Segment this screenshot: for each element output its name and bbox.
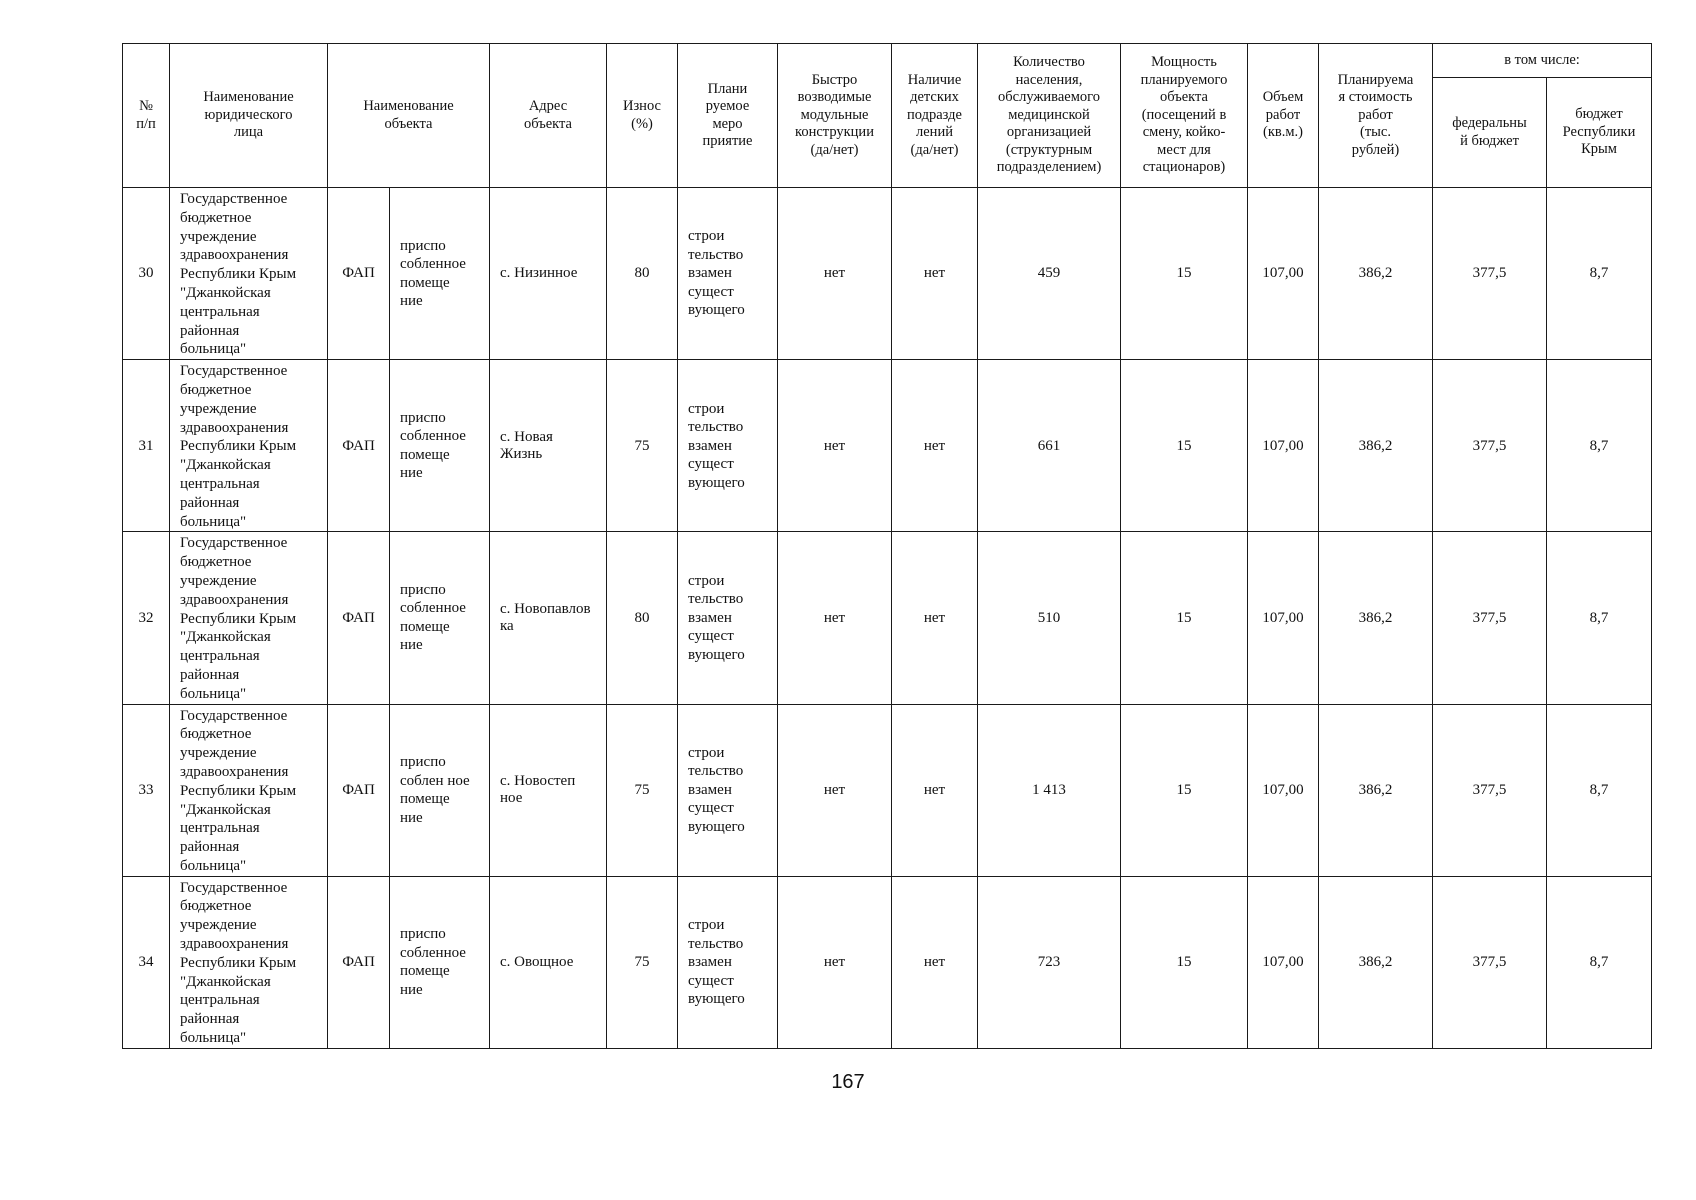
- cell-type: ФАП: [328, 876, 390, 1048]
- cell-wear: 75: [607, 876, 678, 1048]
- cell-object: приспо собленное помеще ние: [390, 360, 490, 532]
- cell-wear: 80: [607, 532, 678, 704]
- cell-federal: 377,5: [1433, 876, 1547, 1048]
- cell-cost: 386,2: [1319, 532, 1433, 704]
- cell-measure: строи тельство взамен сущест вующего: [678, 188, 778, 360]
- header-capacity: Мощность планируемого объекта (посещений в смену, койко- мест для стационаров): [1121, 44, 1248, 188]
- cell-org: Государственное бюджетное учреждение здравоохранения Республики Крым "Джанкойская центральная районная больница": [170, 360, 328, 532]
- cell-children: нет: [892, 360, 978, 532]
- header-modular: Быстро возводимые модульные конструкции (да/нет): [778, 44, 892, 188]
- cell-type: ФАП: [328, 360, 390, 532]
- cell-volume: 107,00: [1248, 876, 1319, 1048]
- cell-children: нет: [892, 704, 978, 876]
- cell-address: с. Новопавлов ка: [490, 532, 607, 704]
- cell-federal: 377,5: [1433, 360, 1547, 532]
- cell-num: 34: [123, 876, 170, 1048]
- table-row: [123, 876, 1652, 1048]
- header-row-1: [123, 44, 1652, 78]
- header-population: Количество населения, обслуживаемого медицинской организацией (структурным подразделением): [978, 44, 1121, 188]
- cell-org: Государственное бюджетное учреждение здравоохранения Республики Крым "Джанкойская центральная районная больница": [170, 188, 328, 360]
- cell-regional: 8,7: [1547, 532, 1652, 704]
- cell-volume: 107,00: [1248, 532, 1319, 704]
- cell-capacity: 15: [1121, 876, 1248, 1048]
- cell-object: приспо собленное помеще ние: [390, 532, 490, 704]
- cell-type: ФАП: [328, 532, 390, 704]
- cell-num: 31: [123, 360, 170, 532]
- cell-regional: 8,7: [1547, 876, 1652, 1048]
- cell-address: с. Новостеп ное: [490, 704, 607, 876]
- cell-regional: 8,7: [1547, 188, 1652, 360]
- cell-volume: 107,00: [1248, 704, 1319, 876]
- cell-measure: строи тельство взамен сущест вующего: [678, 876, 778, 1048]
- cell-measure: строи тельство взамен сущест вующего: [678, 704, 778, 876]
- header-address: Адрес объекта: [490, 44, 607, 188]
- cell-num: 33: [123, 704, 170, 876]
- cell-address: с. Овощное: [490, 876, 607, 1048]
- cell-population: 661: [978, 360, 1121, 532]
- header-regional: бюджет Республики Крым: [1547, 78, 1652, 188]
- header-legal-name: Наименование юридического лица: [170, 44, 328, 188]
- table-row: [123, 704, 1652, 876]
- cell-modular: нет: [778, 532, 892, 704]
- cell-children: нет: [892, 188, 978, 360]
- cell-wear: 80: [607, 188, 678, 360]
- header-federal: федеральны й бюджет: [1433, 78, 1547, 188]
- cell-regional: 8,7: [1547, 360, 1652, 532]
- cell-federal: 377,5: [1433, 704, 1547, 876]
- cell-regional: 8,7: [1547, 704, 1652, 876]
- cell-cost: 386,2: [1319, 188, 1433, 360]
- cell-capacity: 15: [1121, 532, 1248, 704]
- cell-cost: 386,2: [1319, 876, 1433, 1048]
- header-num: № п/п: [123, 44, 170, 188]
- cell-measure: строи тельство взамен сущест вующего: [678, 360, 778, 532]
- table-row: [123, 532, 1652, 704]
- cell-object: приспо соблен ное помеще ние: [390, 704, 490, 876]
- header-volume: Объем работ (кв.м.): [1248, 44, 1319, 188]
- page-number: 167: [831, 1071, 865, 1093]
- header-cost: Планируема я стоимость работ (тыс. рублей): [1319, 44, 1433, 188]
- header-children: Наличие детских подразде лений (да/нет): [892, 44, 978, 188]
- cell-object: приспо собленное помеще ние: [390, 876, 490, 1048]
- cell-type: ФАП: [328, 188, 390, 360]
- cell-children: нет: [892, 532, 978, 704]
- header-object-name: Наименование объекта: [328, 44, 490, 188]
- cell-children: нет: [892, 876, 978, 1048]
- facilities-table: [122, 43, 1652, 1049]
- cell-capacity: 15: [1121, 188, 1248, 360]
- cell-capacity: 15: [1121, 704, 1248, 876]
- header-including: в том числе:: [1433, 44, 1652, 78]
- cell-object: приспо собленное помеще ние: [390, 188, 490, 360]
- cell-num: 32: [123, 532, 170, 704]
- cell-org: Государственное бюджетное учреждение здравоохранения Республики Крым "Джанкойская центральная районная больница": [170, 704, 328, 876]
- table-row: [123, 188, 1652, 360]
- cell-volume: 107,00: [1248, 360, 1319, 532]
- cell-org: Государственное бюджетное учреждение здравоохранения Республики Крым "Джанкойская центральная районная больница": [170, 532, 328, 704]
- cell-modular: нет: [778, 360, 892, 532]
- cell-modular: нет: [778, 188, 892, 360]
- table-row: [123, 360, 1652, 532]
- cell-cost: 386,2: [1319, 704, 1433, 876]
- cell-volume: 107,00: [1248, 188, 1319, 360]
- cell-capacity: 15: [1121, 360, 1248, 532]
- cell-population: 1 413: [978, 704, 1121, 876]
- cell-address: с. Низинное: [490, 188, 607, 360]
- cell-cost: 386,2: [1319, 360, 1433, 532]
- cell-wear: 75: [607, 704, 678, 876]
- cell-num: 30: [123, 188, 170, 360]
- cell-modular: нет: [778, 876, 892, 1048]
- cell-address: с. Новая Жизнь: [490, 360, 607, 532]
- cell-federal: 377,5: [1433, 532, 1547, 704]
- header-planned-measure: Плани руемое меро приятие: [678, 44, 778, 188]
- cell-type: ФАП: [328, 704, 390, 876]
- cell-federal: 377,5: [1433, 188, 1547, 360]
- cell-measure: строи тельство взамен сущест вующего: [678, 532, 778, 704]
- cell-modular: нет: [778, 704, 892, 876]
- cell-population: 459: [978, 188, 1121, 360]
- cell-population: 510: [978, 532, 1121, 704]
- cell-wear: 75: [607, 360, 678, 532]
- header-wear: Износ (%): [607, 44, 678, 188]
- cell-population: 723: [978, 876, 1121, 1048]
- cell-org: Государственное бюджетное учреждение здравоохранения Республики Крым "Джанкойская центральная районная больница": [170, 876, 328, 1048]
